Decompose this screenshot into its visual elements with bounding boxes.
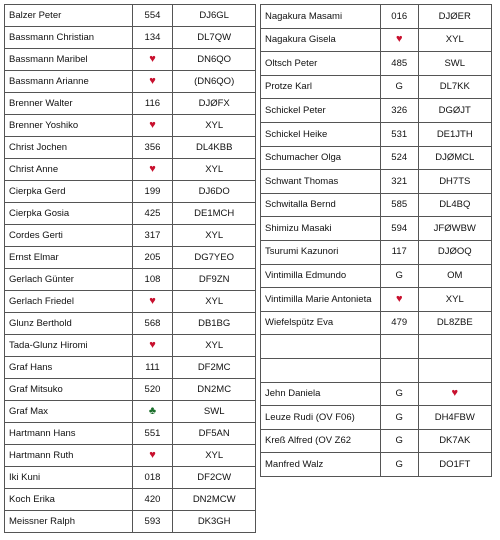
heart-icon bbox=[380, 288, 418, 312]
member-name: Vintimilla Edmundo bbox=[261, 264, 381, 288]
table-row bbox=[5, 335, 256, 357]
member-code: 520 bbox=[132, 379, 173, 401]
member-callsign: (DN6QO) bbox=[173, 71, 256, 93]
member-name: Balzer Peter bbox=[5, 5, 133, 27]
member-callsign: DG7YEO bbox=[173, 247, 256, 269]
member-name: Schwitalla Bernd bbox=[261, 193, 381, 217]
clover-icon bbox=[132, 401, 173, 423]
member-code: 317 bbox=[132, 225, 173, 247]
table-row bbox=[5, 445, 256, 467]
member-name: Schickel Heike bbox=[261, 122, 381, 146]
member-code: 531 bbox=[380, 122, 418, 146]
member-callsign: DH7TS bbox=[418, 170, 491, 194]
member-code: 524 bbox=[380, 146, 418, 170]
member-callsign: DB1BG bbox=[173, 313, 256, 335]
heart-icon: ♥ bbox=[395, 292, 403, 305]
member-name: Iki Kuni bbox=[5, 467, 133, 489]
table-row bbox=[261, 170, 492, 194]
member-code: 551 bbox=[132, 423, 173, 445]
table-row bbox=[261, 99, 492, 123]
member-name: Hartmann Hans bbox=[5, 423, 133, 445]
table-row bbox=[5, 115, 256, 137]
member-name: Tada-Glunz Hiromi bbox=[5, 335, 133, 357]
member-callsign: DL7KK bbox=[418, 75, 491, 99]
table-row bbox=[261, 240, 492, 264]
member-name: Graf Hans bbox=[5, 357, 133, 379]
member-code: 205 bbox=[132, 247, 173, 269]
member-code: 425 bbox=[132, 203, 173, 225]
member-name: Bassmann Christian bbox=[5, 27, 133, 49]
member-code: G bbox=[380, 75, 418, 99]
member-code: 485 bbox=[380, 52, 418, 76]
table-row bbox=[5, 181, 256, 203]
member-name: Nagakura Masami bbox=[261, 5, 381, 29]
member-code bbox=[380, 335, 418, 359]
heart-icon: ♥ bbox=[149, 295, 156, 307]
table-row bbox=[5, 291, 256, 313]
table-row bbox=[5, 137, 256, 159]
member-name: Oltsch Peter bbox=[261, 52, 381, 76]
table-row bbox=[5, 225, 256, 247]
member-callsign: XYL bbox=[173, 225, 256, 247]
table-row bbox=[5, 247, 256, 269]
left-roster-table bbox=[4, 4, 256, 533]
heart-icon: ♥ bbox=[149, 449, 156, 461]
member-code: 554 bbox=[132, 5, 173, 27]
member-name: Manfred Walz bbox=[261, 453, 381, 477]
heart-icon: ♥ bbox=[395, 33, 403, 46]
table-row bbox=[261, 193, 492, 217]
member-name: Ernst Elmar bbox=[5, 247, 133, 269]
heart-icon bbox=[132, 159, 173, 181]
heart-icon: ♥ bbox=[149, 53, 156, 65]
member-name: Jehn Daniela bbox=[261, 382, 381, 406]
member-code: 326 bbox=[380, 99, 418, 123]
member-name bbox=[261, 358, 381, 382]
member-name: Graf Max bbox=[5, 401, 133, 423]
heart-icon bbox=[132, 115, 173, 137]
member-name: Koch Erika bbox=[5, 489, 133, 511]
member-name: Christ Jochen bbox=[5, 137, 133, 159]
table-row bbox=[261, 264, 492, 288]
member-callsign: OM bbox=[418, 264, 491, 288]
member-name: Brenner Walter bbox=[5, 93, 133, 115]
table-row bbox=[261, 75, 492, 99]
member-callsign: DH4FBW bbox=[418, 406, 491, 430]
member-code: 585 bbox=[380, 193, 418, 217]
member-callsign: XYL bbox=[173, 445, 256, 467]
heart-icon bbox=[132, 71, 173, 93]
table-row bbox=[261, 429, 492, 453]
heart-icon: ♥ bbox=[149, 119, 156, 131]
table-row bbox=[261, 28, 492, 52]
table-row bbox=[261, 358, 492, 382]
table-row bbox=[5, 71, 256, 93]
member-code: 116 bbox=[132, 93, 173, 115]
member-name: Shimizu Masaki bbox=[261, 217, 381, 241]
table-row bbox=[5, 203, 256, 225]
member-callsign bbox=[418, 358, 491, 382]
member-name: Cierpka Gosia bbox=[5, 203, 133, 225]
table-row bbox=[5, 159, 256, 181]
member-callsign: DN2MC bbox=[173, 379, 256, 401]
member-callsign: DN2MCW bbox=[173, 489, 256, 511]
member-code: G bbox=[380, 453, 418, 477]
table-row bbox=[5, 379, 256, 401]
table-row bbox=[261, 335, 492, 359]
member-callsign: XYL bbox=[173, 115, 256, 137]
member-name: Nagakura Gisela bbox=[261, 28, 381, 52]
member-callsign: DK3GH bbox=[173, 511, 256, 533]
member-code: 018 bbox=[132, 467, 173, 489]
member-code: G bbox=[380, 382, 418, 406]
heart-icon: ♥ bbox=[149, 339, 156, 351]
member-name: Kreß Alfred (OV Z62 bbox=[261, 429, 381, 453]
table-row bbox=[261, 382, 492, 406]
member-callsign: DN6QO bbox=[173, 49, 256, 71]
member-callsign: DJØFX bbox=[173, 93, 256, 115]
member-name: Glunz Berthold bbox=[5, 313, 133, 335]
clover-icon: ♣ bbox=[148, 405, 157, 417]
heart-icon bbox=[132, 49, 173, 71]
member-callsign: DL8ZBE bbox=[418, 311, 491, 335]
table-row bbox=[261, 52, 492, 76]
member-callsign: DJ6GL bbox=[173, 5, 256, 27]
member-callsign: DF5AN bbox=[173, 423, 256, 445]
member-code: G bbox=[380, 429, 418, 453]
member-code: 479 bbox=[380, 311, 418, 335]
member-name: Tsurumi Kazunori bbox=[261, 240, 381, 264]
member-callsign: DE1MCH bbox=[173, 203, 256, 225]
table-row bbox=[261, 288, 492, 312]
member-callsign: DL4KBB bbox=[173, 137, 256, 159]
member-name: Schumacher Olga bbox=[261, 146, 381, 170]
member-callsign: XYL bbox=[173, 159, 256, 181]
member-code: 594 bbox=[380, 217, 418, 241]
member-code: 117 bbox=[380, 240, 418, 264]
table-row bbox=[5, 357, 256, 379]
member-name: Vintimilla Marie Antonieta bbox=[261, 288, 381, 312]
member-code: 134 bbox=[132, 27, 173, 49]
heart-icon bbox=[132, 335, 173, 357]
table-row bbox=[5, 27, 256, 49]
member-name: Christ Anne bbox=[5, 159, 133, 181]
member-callsign: DJØMCL bbox=[418, 146, 491, 170]
table-row bbox=[5, 489, 256, 511]
member-name: Protze Karl bbox=[261, 75, 381, 99]
heart-icon bbox=[418, 382, 491, 406]
member-callsign: XYL bbox=[173, 291, 256, 313]
member-code: 108 bbox=[132, 269, 173, 291]
member-callsign: DGØJT bbox=[418, 99, 491, 123]
member-callsign: DJ6DO bbox=[173, 181, 256, 203]
heart-icon bbox=[132, 445, 173, 467]
member-callsign: DF2MC bbox=[173, 357, 256, 379]
table-row bbox=[261, 5, 492, 29]
member-callsign bbox=[418, 335, 491, 359]
heart-icon bbox=[132, 291, 173, 313]
member-callsign: XYL bbox=[418, 288, 491, 312]
table-row bbox=[5, 511, 256, 533]
member-name: Schwant Thomas bbox=[261, 170, 381, 194]
member-callsign: DE1JTH bbox=[418, 122, 491, 146]
member-callsign: SWL bbox=[418, 52, 491, 76]
member-code bbox=[380, 358, 418, 382]
right-roster-table bbox=[260, 4, 492, 477]
member-code: G bbox=[380, 264, 418, 288]
member-name: Bassmann Arianne bbox=[5, 71, 133, 93]
member-callsign: XYL bbox=[418, 28, 491, 52]
member-callsign: DJØER bbox=[418, 5, 491, 29]
member-name: Gerlach Günter bbox=[5, 269, 133, 291]
member-name: Gerlach Friedel bbox=[5, 291, 133, 313]
table-row bbox=[5, 5, 256, 27]
member-name: Cordes Gerti bbox=[5, 225, 133, 247]
member-name: Schickel Peter bbox=[261, 99, 381, 123]
member-callsign: XYL bbox=[173, 335, 256, 357]
table-row bbox=[5, 269, 256, 291]
member-code: 111 bbox=[132, 357, 173, 379]
member-callsign: DF9ZN bbox=[173, 269, 256, 291]
member-callsign: DO1FT bbox=[418, 453, 491, 477]
heart-icon: ♥ bbox=[149, 163, 156, 175]
table-row bbox=[261, 122, 492, 146]
member-code: 568 bbox=[132, 313, 173, 335]
table-row bbox=[261, 146, 492, 170]
member-callsign: DL4BQ bbox=[418, 193, 491, 217]
member-callsign: SWL bbox=[173, 401, 256, 423]
member-name: Wiefelspütz Eva bbox=[261, 311, 381, 335]
member-callsign: DF2CW bbox=[173, 467, 256, 489]
table-row bbox=[5, 49, 256, 71]
table-row bbox=[5, 401, 256, 423]
member-code: 016 bbox=[380, 5, 418, 29]
member-name: Cierpka Gerd bbox=[5, 181, 133, 203]
table-row bbox=[261, 406, 492, 430]
member-code: 593 bbox=[132, 511, 173, 533]
table-row bbox=[261, 311, 492, 335]
table-row bbox=[261, 217, 492, 241]
member-callsign: JFØWBW bbox=[418, 217, 491, 241]
member-name: Graf Mitsuko bbox=[5, 379, 133, 401]
member-callsign: DK7AK bbox=[418, 429, 491, 453]
member-callsign: DJØOQ bbox=[418, 240, 491, 264]
member-name: Hartmann Ruth bbox=[5, 445, 133, 467]
member-name: Brenner Yoshiko bbox=[5, 115, 133, 137]
member-code: 199 bbox=[132, 181, 173, 203]
member-name: Leuze Rudi (OV F06) bbox=[261, 406, 381, 430]
member-callsign: DL7QW bbox=[173, 27, 256, 49]
member-code: 321 bbox=[380, 170, 418, 194]
member-code: G bbox=[380, 406, 418, 430]
heart-icon: ♥ bbox=[451, 387, 459, 400]
member-code: 356 bbox=[132, 137, 173, 159]
table-row bbox=[5, 467, 256, 489]
heart-icon bbox=[380, 28, 418, 52]
member-name: Meissner Ralph bbox=[5, 511, 133, 533]
heart-icon: ♥ bbox=[149, 75, 156, 87]
member-code: 420 bbox=[132, 489, 173, 511]
table-row bbox=[5, 313, 256, 335]
member-name bbox=[261, 335, 381, 359]
table-row bbox=[5, 93, 256, 115]
table-row bbox=[261, 453, 492, 477]
member-name: Bassmann Maribel bbox=[5, 49, 133, 71]
table-row bbox=[5, 423, 256, 445]
